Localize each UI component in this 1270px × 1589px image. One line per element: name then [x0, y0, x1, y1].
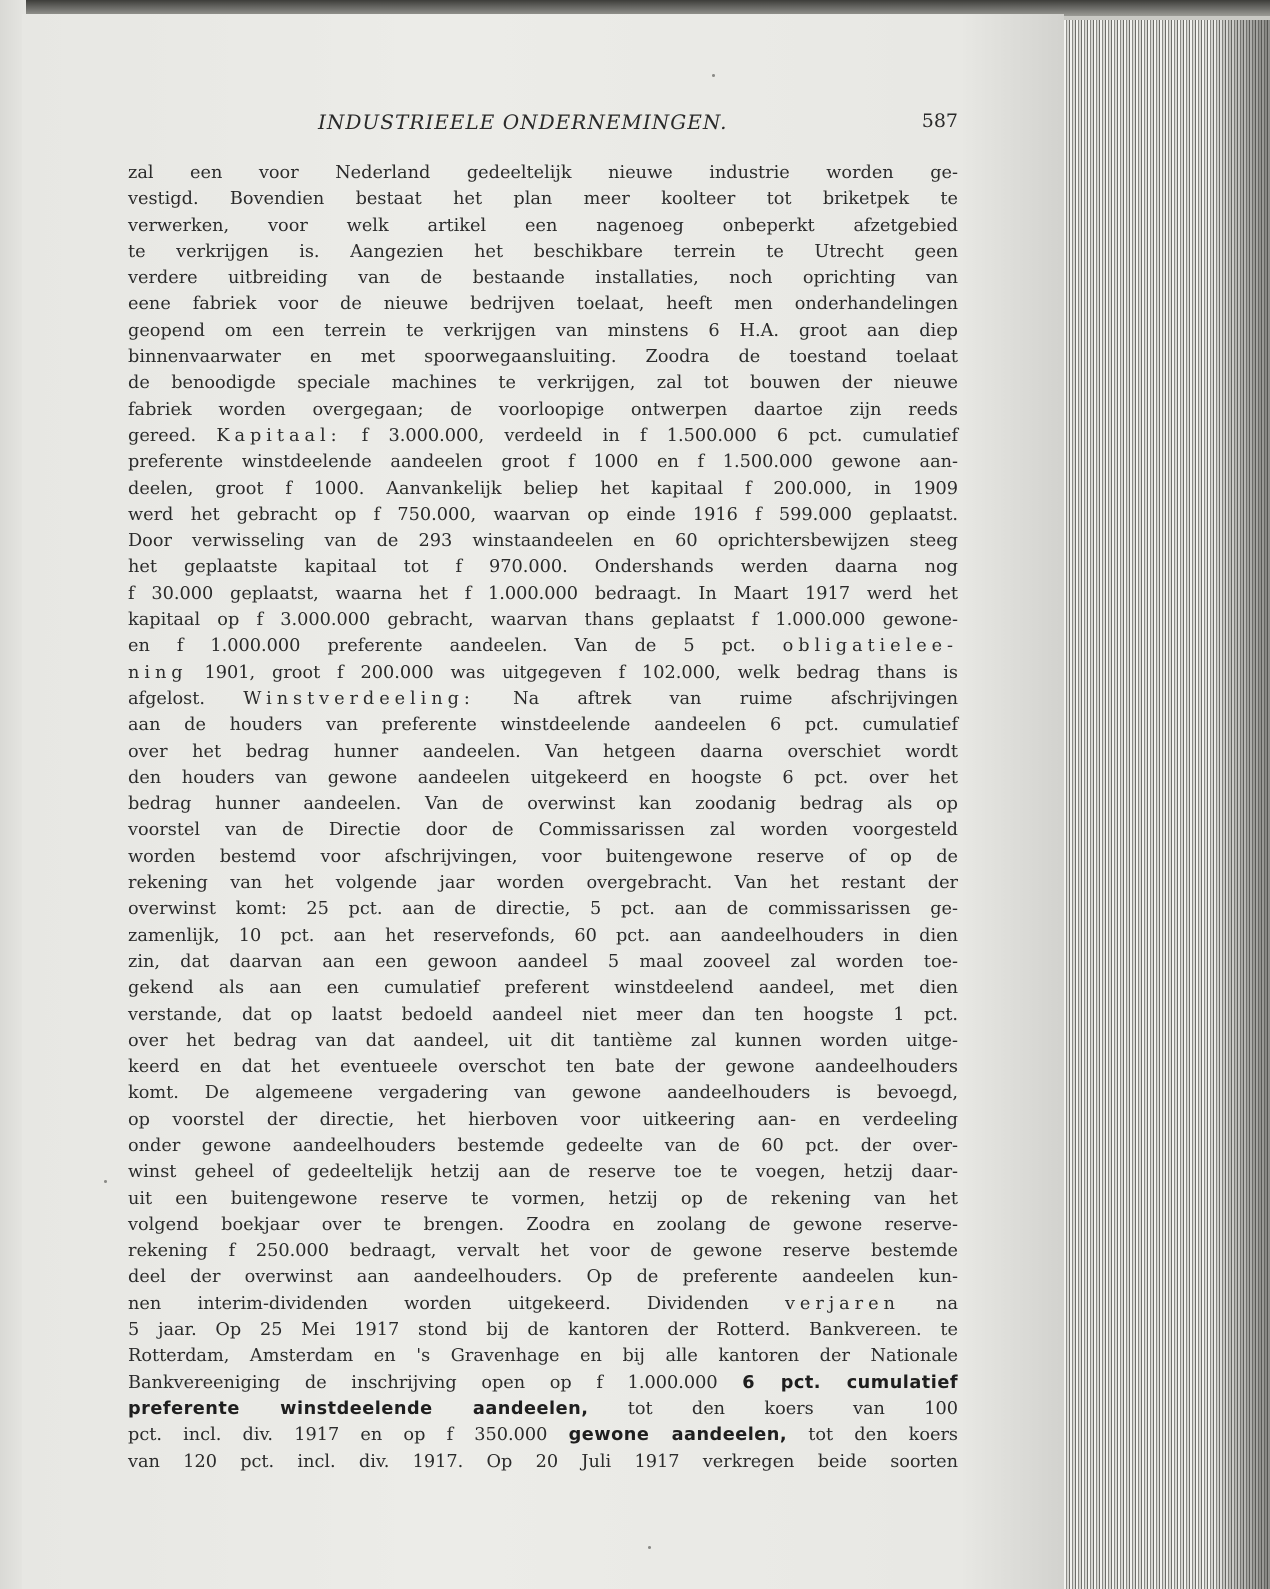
text-segment: f 3.000.000, verdeeld in f 1.500.000 6 pct. cumulatief — [341, 425, 958, 446]
text-segment: fabriek worden overgegaan; de voorloopige ontwerpen daartoe zijn reeds — [128, 399, 958, 420]
text-line — [128, 344, 958, 370]
text-segment: gereed. — [128, 425, 217, 446]
text-line — [128, 423, 958, 449]
text-line — [128, 739, 958, 765]
text-line — [128, 502, 958, 528]
text-line — [128, 686, 958, 712]
text-line — [128, 1028, 958, 1054]
text-segment: na — [899, 1293, 958, 1314]
text-line — [128, 449, 958, 475]
text-line — [128, 1212, 958, 1238]
text-segment: f 30.000 geplaatst, waarna het f 1.000.000 bedraagt. In Maart 1917 werd het — [128, 583, 958, 604]
text-segment: komt. De algemeene vergadering van gewone aandeelhouders is bevoegd, — [128, 1083, 958, 1104]
text-line — [128, 1002, 958, 1028]
text-line — [128, 975, 958, 1001]
text-segment: verwerken, voor welk artikel een nagenoeg onbeperkt afzetgebied — [128, 215, 958, 236]
text-line — [128, 765, 958, 791]
text-line — [128, 844, 958, 870]
spaced-heading-segment: Winstverdeeling: — [243, 688, 475, 709]
text-line — [128, 581, 958, 607]
text-segment: Rotterdam, Amsterdam en 's Gravenhage en bij alle kantoren der Nationale — [128, 1346, 958, 1367]
text-line — [128, 213, 958, 239]
text-segment: geopend om een terrein te verkrijgen van minstens 6 H.A. groot aan diep — [128, 320, 958, 341]
text-line — [128, 817, 958, 843]
spaced-heading-segment: ning — [128, 662, 188, 683]
text-line — [128, 896, 958, 922]
spaced-heading-segment: obligatielee- — [782, 636, 958, 657]
text-segment: eene fabriek voor de nieuwe bedrijven toelaat, heeft men onderhandelingen — [128, 294, 958, 315]
spaced-heading-segment: verjaren — [784, 1293, 900, 1314]
text-line — [128, 1317, 958, 1343]
text-line — [128, 1186, 958, 1212]
text-line — [128, 949, 958, 975]
text-line — [128, 1054, 958, 1080]
spaced-heading-segment: Kapitaal: — [216, 425, 342, 446]
text-segment: en f 1.000.000 preferente aandeelen. Van de 5 pct. — [128, 636, 783, 657]
text-line — [128, 318, 958, 344]
text-segment: Bankvereeniging de inschrijving open op f 1.000.000 — [128, 1372, 743, 1393]
text-segment: tot den koers van 100 — [588, 1398, 958, 1419]
text-segment: gekend als aan een cumulatief preferent winstdeelend aandeel, met dien — [128, 978, 958, 999]
text-line — [128, 923, 958, 949]
text-segment: onder gewone aandeelhouders bestemde gedeelte van de 60 pct. der over- — [128, 1135, 958, 1156]
page-header — [128, 110, 958, 138]
text-line — [128, 1107, 958, 1133]
text-segment: rekening van het volgende jaar worden overgebracht. Van het restant der — [128, 873, 958, 894]
text-line — [128, 712, 958, 738]
text-segment: van 120 pct. incl. div. 1917. Op 20 Juli 1917 verkregen beide soorten — [128, 1451, 958, 1472]
text-segment: nen interim-dividenden worden uitgekeerd. Dividenden — [128, 1293, 785, 1314]
page-number: 587 — [921, 110, 958, 132]
text-segment: aan de houders van preferente winstdeelende aandeelen 6 pct. cumulatief — [128, 715, 958, 736]
text-line — [128, 1159, 958, 1185]
text-segment: Door verwisseling van de 293 winstaandeelen en 60 oprichtersbewijzen steeg — [128, 531, 958, 552]
text-segment: over het bedrag hunner aandeelen. Van hetgeen daarna overschiet wordt — [128, 741, 958, 762]
text-line — [128, 370, 958, 396]
paper-speck — [648, 1546, 651, 1549]
text-line — [128, 1370, 958, 1396]
text-segment: deel der overwinst aan aandeelhouders. Op de preferente aandeelen kun- — [128, 1267, 958, 1288]
body-text — [128, 160, 958, 1475]
bold-text-segment: gewone aandeelen, — [568, 1425, 788, 1446]
text-segment: volgend boekjaar over te brengen. Zoodra en zoolang de gewone reserve- — [128, 1214, 958, 1235]
text-line — [128, 265, 958, 291]
text-segment: worden bestemd voor afschrijvingen, voor buitengewone reserve of op de — [128, 846, 958, 867]
text-line — [128, 186, 958, 212]
bold-text-segment: 6 pct. cumulatief — [742, 1372, 959, 1393]
text-line — [128, 633, 958, 659]
text-line — [128, 291, 958, 317]
text-segment: het geplaatste kapitaal tot f 970.000. Ondershands werden daarna nog — [128, 557, 958, 578]
text-segment: over het bedrag van dat aandeel, uit dit tantième zal kunnen worden uitge- — [128, 1030, 958, 1051]
text-segment: deelen, groot f 1000. Aanvankelijk beliep het kapitaal f 200.000, in 1909 — [128, 478, 958, 499]
text-line — [128, 160, 958, 186]
text-line — [128, 791, 958, 817]
text-segment: de benoodigde speciale machines te verkrijgen, zal tot bouwen der nieuwe — [128, 373, 958, 394]
text-line — [128, 239, 958, 265]
text-line — [128, 1396, 958, 1422]
text-line — [128, 1133, 958, 1159]
text-segment: 1901, groot f 200.000 was uitgegeven f 102.000, welk bedrag thans is — [187, 662, 958, 683]
text-line — [128, 476, 958, 502]
text-segment: vestigd. Bovendien bestaat het plan meer koolteer tot briketpek te — [128, 189, 958, 210]
text-segment: zin, dat daarvan aan een gewoon aandeel 5 maal zooveel zal worden toe- — [128, 951, 958, 972]
text-segment: zamenlijk, 10 pct. aan het reservefonds, 60 pct. aan aandeelhouders in dien — [128, 925, 958, 946]
text-segment: verdere uitbreiding van de bestaande installaties, noch oprichting van — [128, 268, 958, 289]
text-segment: Na aftrek van ruime afschrijvingen — [474, 688, 958, 709]
text-line — [128, 1080, 958, 1106]
bold-text-segment: preferente winstdeelende aandeelen, — [128, 1398, 589, 1419]
text-line — [128, 660, 958, 686]
text-segment: pct. incl. div. 1917 en op f 350.000 — [128, 1425, 569, 1446]
text-segment: te verkrijgen is. Aangezien het beschikbare terrein te Utrecht geen — [128, 241, 958, 262]
text-segment: verstande, dat op laatst bedoeld aandeel niet meer dan ten hoogste 1 pct. — [128, 1004, 958, 1025]
book-page-edges — [1064, 20, 1270, 1589]
text-segment: op voorstel der directie, het hierboven voor uitkeering aan- en verdeeling — [128, 1109, 958, 1130]
paper-speck — [712, 74, 715, 77]
text-segment: kapitaal op f 3.000.000 gebracht, waarvan thans geplaatst f 1.000.000 gewone- — [128, 610, 958, 631]
text-line — [128, 1343, 958, 1369]
text-segment: uit een buitengewone reserve te vormen, hetzij op de rekening van het — [128, 1188, 958, 1209]
text-line — [128, 397, 958, 423]
text-segment: overwinst komt: 25 pct. aan de directie, 5 pct. aan de commissarissen ge- — [128, 899, 958, 920]
text-segment: tot den koers — [787, 1425, 958, 1446]
text-segment: voorstel van de Directie door de Commissarissen zal worden voorgesteld — [128, 820, 958, 841]
text-line — [128, 870, 958, 896]
paper-speck — [104, 1180, 107, 1183]
text-segment: afgelost. — [128, 688, 244, 709]
text-segment: werd het gebracht op f 750.000, waarvan op einde 1916 f 599.000 geplaatst. — [128, 504, 958, 525]
text-line — [128, 1291, 958, 1317]
text-line — [128, 1264, 958, 1290]
text-segment: binnenvaarwater en met spoorwegaansluiting. Zoodra de toestand toelaat — [128, 347, 958, 368]
text-line — [128, 528, 958, 554]
text-segment: rekening f 250.000 bedraagt, vervalt het voor de gewone reserve bestemde — [128, 1241, 958, 1262]
running-title: INDUSTRIEELE ONDERNEMINGEN. — [318, 110, 728, 134]
text-segment: winst geheel of gedeeltelijk hetzij aan de reserve toe te voegen, hetzij daar- — [128, 1162, 958, 1183]
text-segment: zal een voor Nederland gedeeltelijk nieuwe industrie worden ge- — [128, 163, 958, 183]
text-line — [128, 554, 958, 580]
text-line — [128, 1238, 958, 1264]
text-line — [128, 1449, 958, 1475]
text-segment: den houders van gewone aandeelen uitgekeerd en hoogste 6 pct. over het — [128, 767, 958, 788]
text-segment: bedrag hunner aandeelen. Van de overwinst kan zoodanig bedrag als op — [128, 794, 958, 815]
text-line — [128, 1422, 958, 1448]
text-segment: keerd en dat het eventueele overschot ten bate der gewone aandeelhouders — [128, 1057, 958, 1078]
text-segment: preferente winstdeelende aandeelen groot f 1000 en f 1.500.000 gewone aan- — [128, 452, 958, 473]
text-segment: 5 jaar. Op 25 Mei 1917 stond bij de kantoren der Rotterd. Bankvereen. te — [128, 1320, 958, 1341]
text-line — [128, 607, 958, 633]
